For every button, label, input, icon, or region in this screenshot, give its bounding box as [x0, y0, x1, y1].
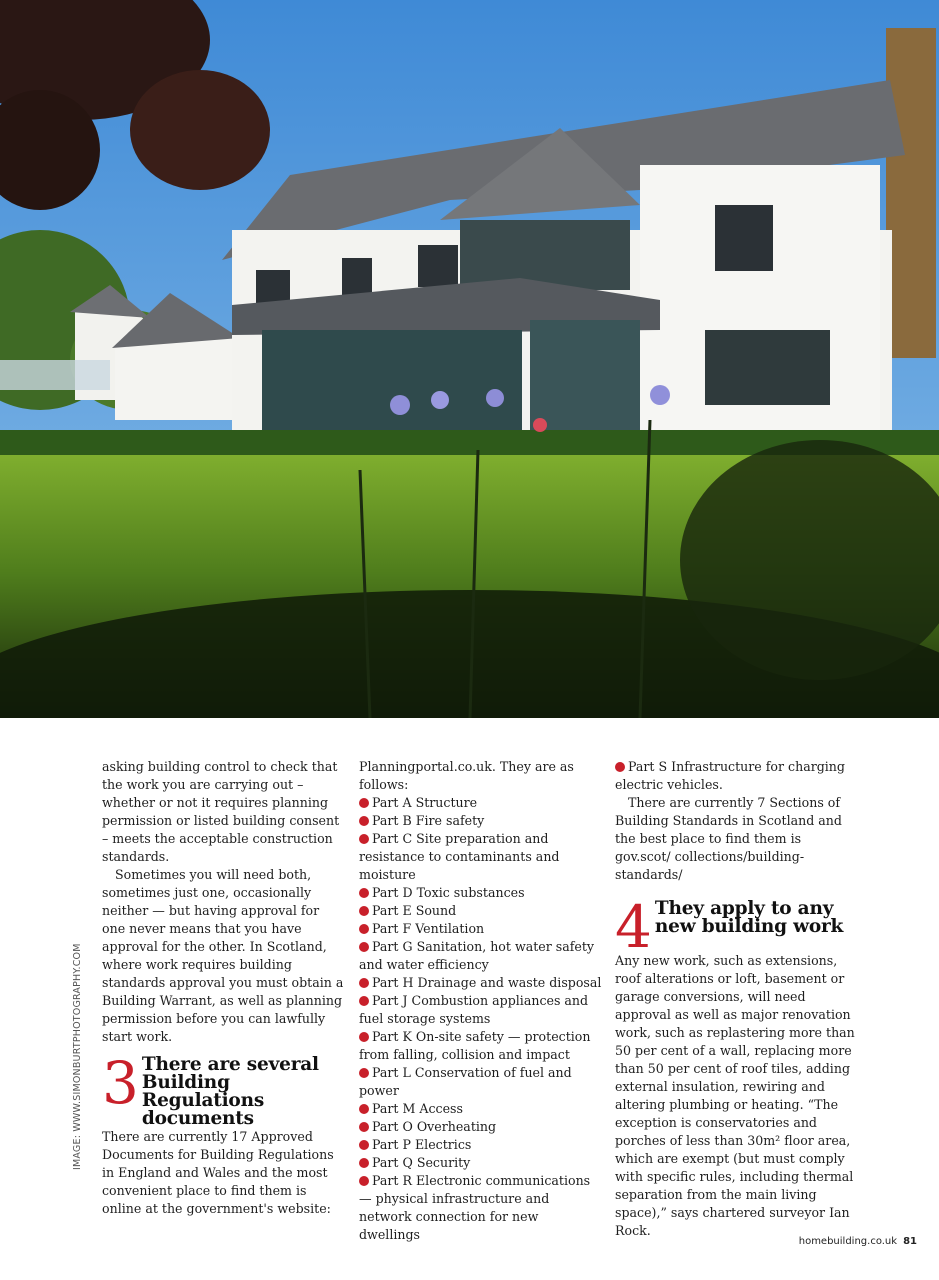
bullet-icon — [359, 1158, 369, 1168]
list-item: Part H Drainage and waste disposal — [359, 974, 603, 992]
bullet-icon — [359, 1122, 369, 1132]
list-item: Part O Overheating — [359, 1118, 603, 1136]
paragraph: asking building control to check that the work you are carrying out – whether or not it requires planning permission or listed building consent – meets the acceptable construction standards. — [102, 759, 340, 864]
paragraph: There are currently 7 Sections of Building Standards in Scotland and the best place to find them is gov.scot/ collections/building-standards/ — [615, 795, 842, 882]
list-item: Part B Fire safety — [359, 812, 603, 830]
list-item: Part Q Security — [359, 1154, 603, 1172]
list-item: Part A Structure — [359, 794, 603, 812]
bullet-icon — [615, 762, 625, 772]
parts-list — [359, 794, 603, 1244]
paragraph: Any new work, such as extensions, roof alterations or loft, basement or garage conversions, will need approval as well as major renovation work, such as replastering more than 50 per cent of a wall, replacing more than 50 per cent of roof tiles, adding external insulation, rewiring and altering plumbing or heating. “The exception is conservatories and porches of less than 30m² floor area, which are exempt (but must comply with specific rules, including thermal separation from the main living space),” says chartered surveyor Ian Rock. — [615, 953, 855, 1238]
paragraph: There are currently 17 Approved Documents for Building Regulations in England and Wales and the most convenient place to find them is online at the government's website: — [102, 1129, 334, 1216]
section-4-heading — [615, 893, 855, 961]
paragraph: Sometimes you will need both, sometimes just one, occasionally neither — but having approval for one never means that you have approval for the other. In Scotland, where work requires building standards approval you must obtain a Building Warrant, as well as planning permission before you can lawfully start work. — [102, 867, 344, 1044]
section-3-heading — [102, 1049, 346, 1129]
bullet-icon — [359, 1176, 369, 1186]
column-2 — [359, 758, 603, 1244]
photo-credit: IMAGE: WWW.SIMONBURTPHOTOGRAPHY.COM — [72, 943, 83, 1170]
bullet-icon — [359, 1068, 369, 1078]
list-item: Part E Sound — [359, 902, 603, 920]
section-title: They apply to any new building work — [654, 898, 844, 937]
list-item: Part C Site preparation and resistance to contaminants and moisture — [359, 831, 560, 882]
bullet-icon — [359, 834, 369, 844]
list-item: Part P Electrics — [359, 1136, 603, 1154]
bullet-icon — [359, 1104, 369, 1114]
list-item: Part R Electronic communications — physical infrastructure and network connection for new dwellings — [359, 1173, 591, 1242]
list-item: Part F Ventilation — [359, 920, 603, 938]
page-number: 81 — [903, 1236, 917, 1247]
bullet-icon — [359, 1032, 369, 1042]
list-item: Part K On-site safety — protection from falling, collision and impact — [359, 1029, 591, 1062]
bullet-icon — [359, 906, 369, 916]
list-item: Part J Combustion appliances and fuel storage systems — [359, 993, 589, 1026]
bullet-icon — [359, 996, 369, 1006]
bullet-icon — [359, 978, 369, 988]
column-1 — [102, 758, 346, 1218]
bullet-icon — [359, 798, 369, 808]
bullet-icon — [359, 1140, 369, 1150]
section-number: 3 — [102, 1049, 139, 1117]
paragraph: Planningportal.co.uk. They are as follows: — [359, 759, 574, 792]
bullet-icon — [359, 924, 369, 934]
list-item: Part M Access — [359, 1100, 603, 1118]
list-item: Part S Infrastructure for charging electric vehicles. — [615, 759, 845, 792]
bullet-icon — [359, 816, 369, 826]
section-title: There are several Building Regulations documents — [141, 1054, 319, 1129]
list-item: Part G Sanitation, hot water safety and water efficiency — [359, 939, 595, 972]
column-3 — [615, 758, 855, 1240]
website: homebuilding.co.uk — [798, 1236, 898, 1247]
list-item: Part L Conservation of fuel and power — [359, 1065, 572, 1098]
bullet-icon — [359, 942, 369, 952]
page-footer — [799, 1236, 917, 1247]
list-item: Part D Toxic substances — [359, 884, 603, 902]
bullet-icon — [359, 888, 369, 898]
section-number: 4 — [615, 893, 652, 961]
